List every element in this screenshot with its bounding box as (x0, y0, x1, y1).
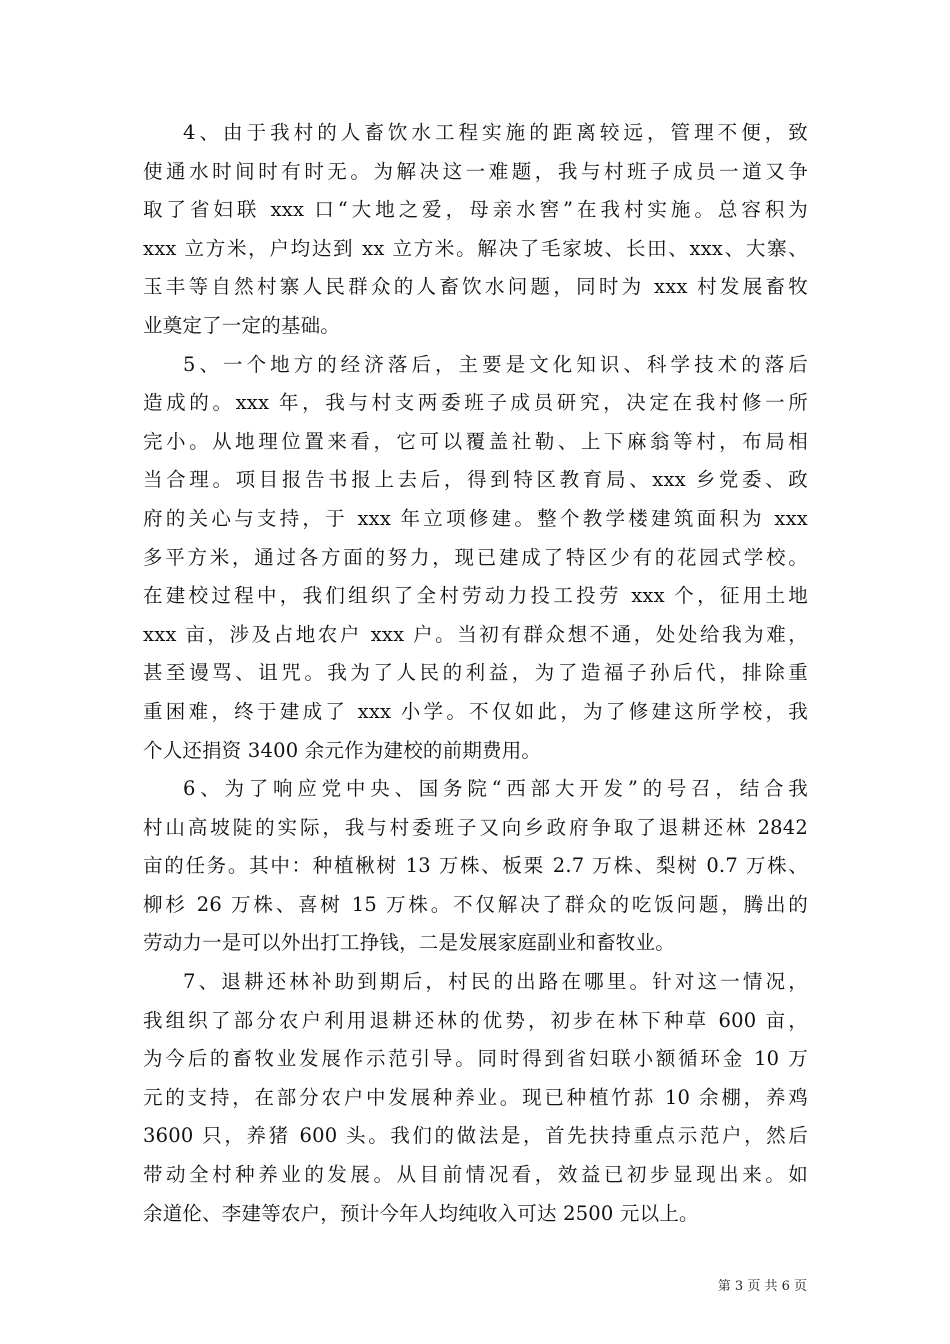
text-line: 元的支持，在部分农户中发展种养业。现已种植竹荪 10 余棚，养鸡 (143, 1085, 808, 1109)
text-line: 亩的任务。其中：种植楸树 13 万株、板栗 2.7 万株、梨树 0.7 万株、 (143, 854, 808, 878)
text-line: 甚至谩骂、诅咒。我为了人民的利益，为了造福子孙后代，排除重 (143, 661, 808, 685)
text-line: 取了省妇联 xxx 口“大地之爱，母亲水窖”在我村实施。总容积为 (143, 198, 808, 222)
text-line: xxx 立方米，户均达到 xx 立方米。解决了毛家坡、长田、xxx、大寨、 (143, 236, 808, 260)
body-text (143, 114, 808, 1233)
text-line: 在建校过程中，我们组织了全村劳动力投工投劳 xxx 个，征用土地 (143, 584, 808, 608)
page-number: 第 3 页 共 6 页 (717, 1279, 807, 1294)
text-line: 个人还捐资 3400 余元作为建校的前期费用。 (143, 738, 542, 762)
text-line: 村山高坡陡的实际，我与村委班子又向乡政府争取了退耕还林 2842 (143, 815, 808, 839)
text-line: 造成的。xxx 年，我与村支两委班子成员研究，决定在我村修一所 (143, 391, 808, 415)
text-line: 重困难，终于建成了 xxx 小学。不仅如此，为了修建这所学校，我 (143, 699, 808, 723)
text-line: xxx 亩，涉及占地农户 xxx 户。当初有群众想不通，处处给我为难， (143, 622, 808, 646)
text-line: 带动全村种养业的发展。从目前情况看，效益已初步显现出来。如 (143, 1163, 808, 1187)
text-line: 劳动力一是可以外出打工挣钱，二是发展家庭副业和畜牧业。 (143, 931, 675, 955)
text-line: 余道伦、李建等农户，预计今年人均纯收入可达 2500 元以上。 (143, 1201, 699, 1225)
text-line: 业奠定了一定的基础。 (143, 313, 341, 337)
text-line: 7、退耕还林补助到期后，村民的出路在哪里。针对这一情况， (183, 970, 808, 994)
text-line: 完小。从地理位置来看，它可以覆盖社勒、上下麻翁等村，布局相 (143, 429, 808, 453)
text-line: 当合理。项目报告书报上去后，得到特区教育局、xxx 乡党委、政 (143, 468, 808, 492)
text-line: 3600 只，养猪 600 头。我们的做法是，首先扶持重点示范户，然后 (143, 1124, 808, 1148)
text-line: 6、为了响应党中央、国务院“西部大开发”的号召，结合我 (183, 777, 808, 801)
text-line: 柳杉 26 万株、喜树 15 万株。不仅解决了群众的吃饭问题，腾出的 (143, 892, 808, 916)
text-line: 5、一个地方的经济落后，主要是文化知识、科学技术的落后 (183, 352, 808, 376)
text-line: 为今后的畜牧业发展作示范引导。同时得到省妇联小额循环金 10 万 (143, 1047, 808, 1071)
text-line: 玉丰等自然村寨人民群众的人畜饮水问题，同时为 xxx 村发展畜牧 (143, 275, 808, 299)
text-line: 我组织了部分农户利用退耕还林的优势，初步在林下种草 600 亩， (143, 1008, 808, 1032)
text-line: 4、由于我村的人畜饮水工程实施的距离较远，管理不便，致 (183, 121, 808, 144)
text-line: 府的关心与支持，于 xxx 年立项修建。整个教学楼建筑面积为 xxx (143, 506, 808, 530)
text-line: 使通水时间时有时无。为解决这一难题，我与村班子成员一道又争 (143, 159, 808, 183)
text-line: 多平方米，通过各方面的努力，现已建成了特区少有的花园式学校。 (143, 545, 808, 569)
